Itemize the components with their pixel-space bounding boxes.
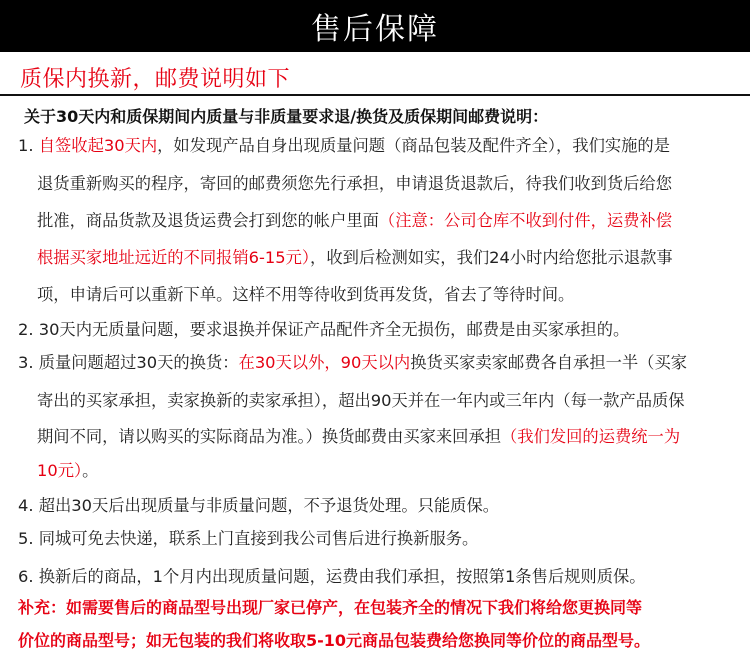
- intro-text: 关于30天内和质保期间内质量与非质量要求退/换货及质保期间邮费说明：: [24, 107, 549, 126]
- item1-line4: [37, 248, 673, 268]
- item1-reimbursement: 根据买家地址远近的不同报销6-15元）: [37, 248, 311, 267]
- item3-line4-text: 。: [82, 461, 99, 480]
- item1-line2: 退货重新购买的程序，寄回的邮费须您先行承担，申请退货退款后，待我们收到货后给您: [37, 174, 672, 193]
- page-title: 售后保障: [311, 12, 439, 47]
- subtitle: 质保内换新，邮费说明如下: [20, 67, 291, 92]
- note-line2: 价位的商品型号；如无包装的我们将收取5-10元商品包装费给您换同等价位的商品型号。: [18, 631, 651, 650]
- item2-line1: 2. 30天内无质量问题，要求退换并保证产品配件齐全无损伤，邮费是由买家承担的。: [18, 320, 630, 339]
- item3-shipping-amount: 10元）: [37, 461, 83, 480]
- title-bar: [0, 0, 750, 52]
- item3-line4: [37, 461, 98, 481]
- item3-shipping-note: （我们发回的运费统一为: [501, 427, 681, 446]
- item3-line1-rest: 换货买家卖家邮费各自承担一半（买家: [410, 353, 688, 372]
- item1-notice: （注意：公司仓库不收到付件，运费补偿: [378, 211, 672, 230]
- item1-line1: [18, 136, 670, 156]
- item3-line3: [37, 427, 680, 447]
- item3-line1: [18, 353, 687, 373]
- item6-line1: 6. 换新后的商品，1个月内出现质量问题，运费由我们承担，按照第1条售后规则质保。: [18, 567, 646, 586]
- item1-number: 1.: [18, 136, 34, 155]
- item3-line3-text: 期间不同，请以购买的实际商品为准。）换货邮费由买家来回承担: [37, 427, 502, 446]
- note-line1: 补充：如需要售后的商品型号出现厂家已停产，在包装齐全的情况下我们将给您更换同等: [18, 598, 643, 617]
- item3-highlight: 在30天以外，90天以内: [238, 353, 411, 372]
- item4-line1: 4. 超出30天后出现质量与非质量问题，不予退货处理。只能质保。: [18, 496, 500, 515]
- item5-line1: 5. 同城可免去快递，联系上门直接到我公司售后进行换新服务。: [18, 529, 479, 548]
- item1-line5: 项，申请后可以重新下单。这样不用等待收到货再发货，省去了等待时间。: [37, 285, 575, 304]
- item1-line3: [37, 211, 672, 231]
- item1-line3-text: 批准，商品货款及退货运费会打到您的帐户里面: [37, 211, 379, 230]
- item1-line1-text: ，如发现产品自身出现质量问题（商品包装及配件齐全），我们实施的是: [157, 136, 670, 155]
- item3-line2: 寄出的买家承担，卖家换新的卖家承担），超出90天并在一年内或三年内（每一款产品质保: [37, 391, 685, 410]
- item3-line1-text: 3. 质量问题超过30天的换货：: [18, 353, 239, 372]
- item1-line4-text: ，收到后检测如实，我们24小时内给您批示退款事: [310, 248, 673, 267]
- divider: [0, 94, 750, 96]
- item1-highlight: 自签收起30天内: [38, 136, 158, 155]
